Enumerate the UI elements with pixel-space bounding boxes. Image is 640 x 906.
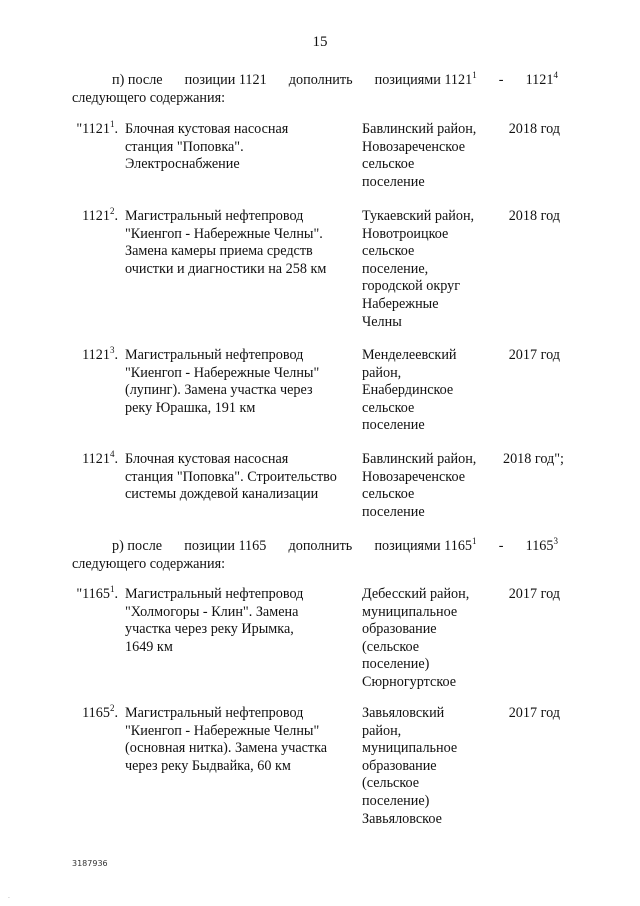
object-location: Завьяловский район, муниципальное образование (сельское поселение) Завьяловское: [362, 705, 458, 827]
intro-line-p-2: следующего содержания:: [72, 89, 226, 106]
object-location: Бавлинский район, Новозареченское сельское поселение: [362, 121, 477, 190]
intro-line-r: [72, 538, 558, 556]
intro-word: р) после: [112, 538, 163, 554]
intro-word: дополнить: [288, 72, 353, 88]
page-number: 15: [312, 34, 328, 50]
intro-line-r-2: следующего содержания:: [72, 555, 226, 572]
intro-line-p: [72, 72, 558, 90]
intro-word: -: [498, 538, 504, 554]
footer-code: 3187936: [72, 859, 108, 868]
object-description: Магистральный нефтепровод "Холмогоры - Клин". Замена участка через реку Ирымка, 1649 км: [125, 586, 304, 655]
object-year: 2018 год";: [502, 451, 564, 467]
position-number: 1165$^2$.: [82, 703, 118, 721]
intro-word: позициями 1121$^1$: [374, 70, 477, 88]
intro-word: позиции 1121: [184, 72, 267, 88]
intro-word: -: [498, 72, 504, 88]
object-year: 2017 год: [508, 705, 560, 721]
object-year: 2017 год: [508, 347, 560, 363]
position-number: 1121$^2$.: [82, 206, 118, 224]
intro-section-r: [72, 538, 558, 573]
intro-word: дополнить: [288, 538, 353, 554]
intro-word: позиции 1165: [184, 538, 267, 554]
intro-word: 1165$^3$: [525, 536, 558, 554]
intro-section-p: [72, 72, 558, 107]
object-description: Магистральный нефтепровод "Киенгоп - Набережные Челны" (основная нитка). Замена участка через реку Быдвайка, 60 км: [125, 705, 328, 774]
object-description: Магистральный нефтепровод "Киенгоп - Набережные Челны" (лупинг). Замена участка через реку Юрашка, 191 км: [125, 347, 320, 416]
object-location: Бавлинский район, Новозареченское сельское поселение: [362, 451, 477, 520]
object-description: Блочная кустовая насосная станция "Поповка". Электроснабжение: [125, 121, 289, 173]
object-year: 2018 год: [508, 208, 560, 224]
position-number: "1165$^1$.: [76, 584, 118, 602]
object-location: Менделеевский район, Енабердинское сельское поселение: [362, 347, 457, 434]
position-number: 1121$^3$.: [82, 345, 118, 363]
intro-word: 1121$^4$: [525, 70, 558, 88]
position-number: 1121$^4$.: [82, 449, 118, 467]
object-location: Дебесский район, муниципальное образование (сельское поселение) Сюрногуртское: [362, 586, 470, 690]
object-location: Тукаевский район, Новотроицкое сельское поселение, городской округ Набережные Челны: [362, 208, 475, 330]
intro-word: позициями 1165$^1$: [374, 536, 477, 554]
position-number: "1121$^1$.: [76, 119, 118, 137]
object-description: Блочная кустовая насосная станция "Поповка". Строительство системы дождевой канализации: [125, 451, 337, 503]
intro-word: п) после: [112, 72, 163, 88]
object-year: 2017 год: [508, 586, 560, 602]
object-description: Магистральный нефтепровод "Киенгоп - Набережные Челны". Замена камеры приема средств очистки и диагностики на 258 км: [125, 208, 327, 277]
corner-mark: .: [8, 893, 10, 900]
object-year: 2018 год: [508, 121, 560, 137]
